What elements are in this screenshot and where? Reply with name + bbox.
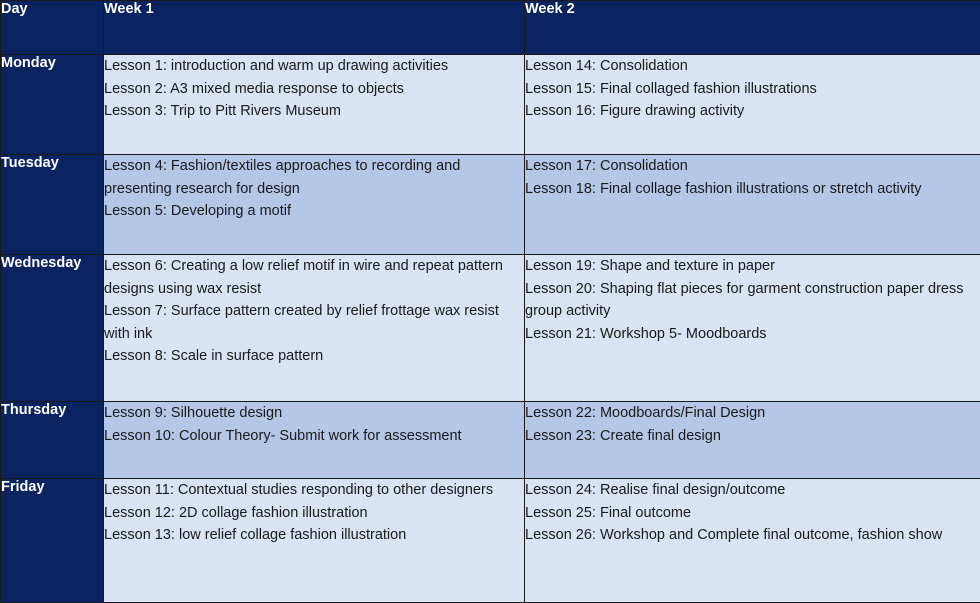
- lesson-item: Lesson 20: Shaping flat pieces for garment construction paper dress group activity: [525, 280, 964, 319]
- header-day: Day: [1, 1, 104, 55]
- header-week-2: Week 2: [525, 1, 980, 55]
- lesson-item: Lesson 3: Trip to Pitt Rivers Museum: [104, 103, 341, 119]
- table-row-monday: [1, 55, 980, 155]
- lesson-item: Lesson 23: Create final design: [525, 427, 721, 444]
- header-week-1: Week 1: [104, 1, 525, 55]
- day-cell-tuesday: Tuesday: [1, 155, 104, 255]
- lesson-item: Lesson 16: Figure drawing activity: [525, 103, 745, 119]
- week-2-cell-monday: [525, 55, 980, 155]
- lesson-item: Lesson 1: introduction and warm up drawing activities: [104, 58, 449, 74]
- lesson-item: Lesson 4: Fashion/textiles approaches to recording and presenting research for design: [104, 158, 461, 197]
- lesson-item: Lesson 26: Workshop and Complete final outcome, fashion show: [525, 527, 943, 543]
- lesson-item: Lesson 5: Developing a motif: [104, 203, 291, 219]
- lesson-item: Lesson 6: Creating a low relief motif in wire and repeat pattern designs using wax resist: [104, 258, 503, 297]
- lesson-item: Lesson 22: Moodboards/Final Design: [525, 405, 766, 421]
- day-cell-monday: Monday: [1, 55, 104, 155]
- lesson-item: Lesson 24: Realise final design/outcome: [525, 482, 786, 498]
- lesson-item: Lesson 14: Consolidation: [525, 58, 688, 74]
- lesson-item: Lesson 2: A3 mixed media response to objects: [104, 80, 404, 97]
- lesson-item: Lesson 9: Silhouette design: [104, 405, 283, 421]
- table-row-wednesday: [1, 255, 980, 402]
- lesson-item: Lesson 13: low relief collage fashion illustration: [104, 527, 407, 543]
- lesson-item: Lesson 10: Colour Theory- Submit work for assessment: [104, 427, 462, 444]
- table-row-friday: [1, 479, 980, 603]
- day-cell-wednesday: Wednesday: [1, 255, 104, 402]
- lesson-item: Lesson 12: 2D collage fashion illustration: [104, 504, 368, 521]
- header-row: [1, 1, 980, 55]
- week-1-cell-monday: [104, 55, 525, 155]
- lesson-item: Lesson 21: Workshop 5- Moodboards: [525, 325, 767, 342]
- week-1-cell-tuesday: [104, 155, 525, 255]
- lesson-item: Lesson 18: Final collage fashion illustrations or stretch activity: [525, 180, 922, 197]
- day-cell-friday: Friday: [1, 479, 104, 603]
- week-1-cell-friday: [104, 479, 525, 603]
- week-1-cell-wednesday: [104, 255, 525, 402]
- week-2-cell-wednesday: [525, 255, 980, 402]
- table-row-tuesday: [1, 155, 980, 255]
- week-2-cell-thursday: [525, 402, 980, 479]
- week-1-cell-thursday: [104, 402, 525, 479]
- lesson-item: Lesson 19: Shape and texture in paper: [525, 258, 775, 274]
- lesson-item: Lesson 11: Contextual studies responding to other designers: [104, 482, 494, 498]
- lesson-item: Lesson 25: Final outcome: [525, 504, 692, 521]
- lesson-item: Lesson 17: Consolidation: [525, 158, 688, 174]
- week-2-cell-friday: [525, 479, 980, 603]
- table-row-thursday: [1, 402, 980, 479]
- lesson-item: Lesson 7: Surface pattern created by relief frottage wax resist with ink: [104, 303, 499, 342]
- lesson-item: Lesson 8: Scale in surface pattern: [104, 348, 324, 364]
- week-2-cell-tuesday: [525, 155, 980, 255]
- day-cell-thursday: Thursday: [1, 402, 104, 479]
- lesson-item: Lesson 15: Final collaged fashion illustrations: [525, 80, 817, 97]
